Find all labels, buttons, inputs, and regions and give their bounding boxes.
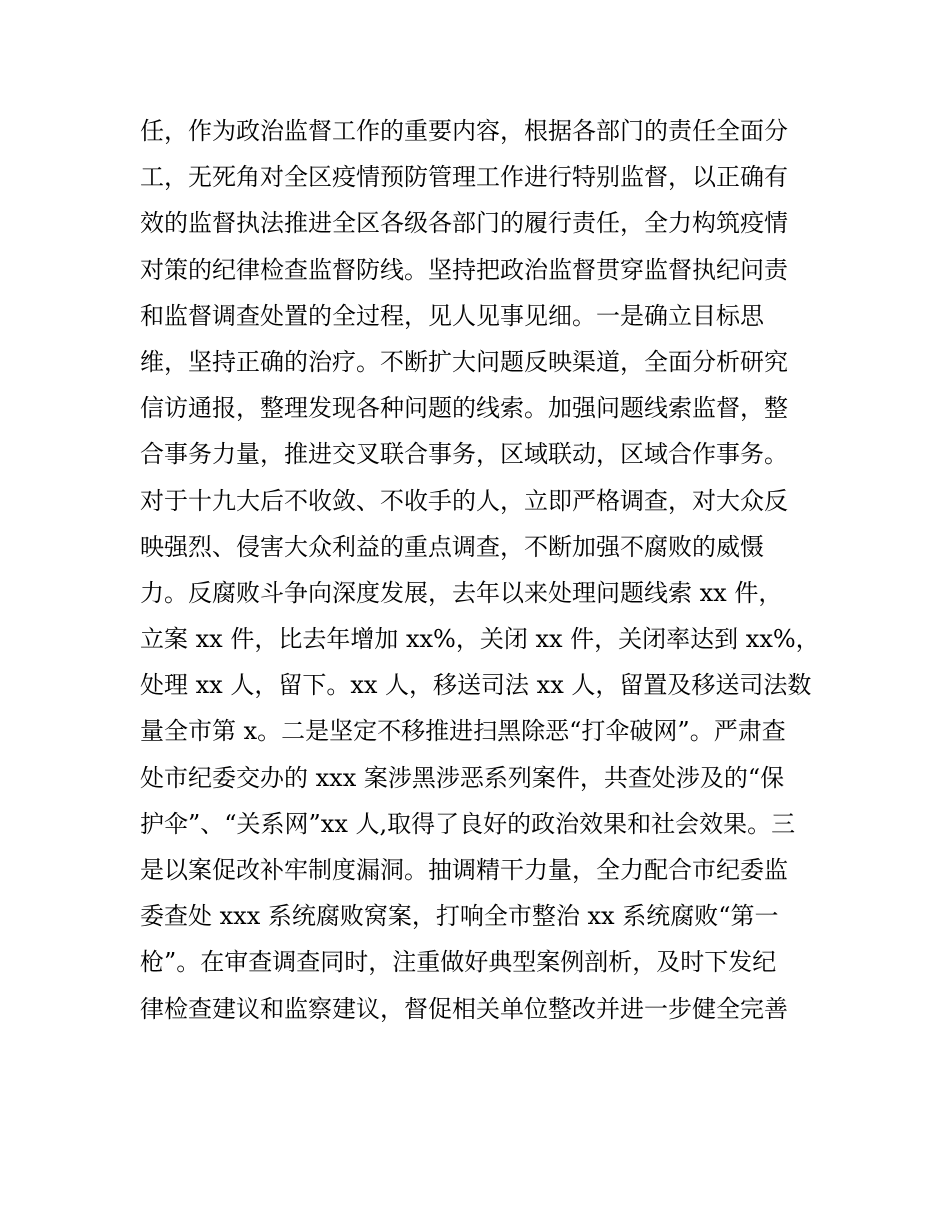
- text-line: 处市纪委交办的 xxx 案涉黑涉恶系列案件，共查处涉及的“保: [140, 763, 785, 792]
- text-line: 立案 xx 件，比去年增加 xx%，关闭 xx 件，关闭率达到 xx%，: [140, 625, 820, 654]
- text-line: 量全市第 x。二是坚定不移推进扫黑除恶“打伞破网”。严肃查: [140, 717, 786, 746]
- text-line: 和监督调查处置的全过程，见人见事见细。一是确立目标思: [140, 301, 764, 330]
- text-line: 工，无死角对全区疫情预防管理工作进行特别监督，以正确有: [140, 163, 788, 192]
- text-line: 对于十九大后不收敛、不收手的人，立即严格调查，对大众反: [140, 486, 788, 515]
- text-line: 处理 xx 人，留下。xx 人，移送司法 xx 人，留置及移送司法数: [140, 671, 812, 700]
- body-text: [140, 108, 820, 1032]
- text-line: 效的监督执法推进全区各级各部门的履行责任，全力构筑疫情: [140, 209, 788, 238]
- text-line: 是以案促改补牢制度漏洞。抽调精干力量，全力配合市纪委监: [140, 856, 788, 884]
- text-line: 枪”。在审查调查同时，注重做好典型案例剖析，及时下发纪: [140, 948, 777, 977]
- text-line: 映强烈、侵害大众利益的重点调查，不断加强不腐败的威慑: [140, 532, 764, 561]
- text-line: 合事务力量，推进交叉联合事务，区域联动，区域合作事务。: [140, 440, 788, 469]
- text-line: 律检查建议和监察建议，督促相关单位整改并进一步健全完善: [140, 994, 788, 1023]
- text-line: 对策的纪律检查监督防线。坚持把政治监督贯穿监督执纪问责: [140, 255, 788, 284]
- text-line: 维，坚持正确的治疗。不断扩大问题反映渠道，全面分析研究: [140, 347, 788, 376]
- text-line: 委查处 xxx 系统腐败窝案，打响全市整治 xx 系统腐败“第一: [140, 902, 779, 931]
- text-line: 力。反腐败斗争向深度发展，去年以来处理问题线索 xx 件，: [140, 578, 783, 607]
- text-line: 任，作为政治监督工作的重要内容，根据各部门的责任全面分: [140, 117, 788, 145]
- text-line: 信访通报，整理发现各种问题的线索。加强问题线索监督，整: [140, 394, 788, 423]
- text-line: 护伞”、“关系网”xx 人,取得了良好的政治效果和社会效果。三: [140, 809, 796, 838]
